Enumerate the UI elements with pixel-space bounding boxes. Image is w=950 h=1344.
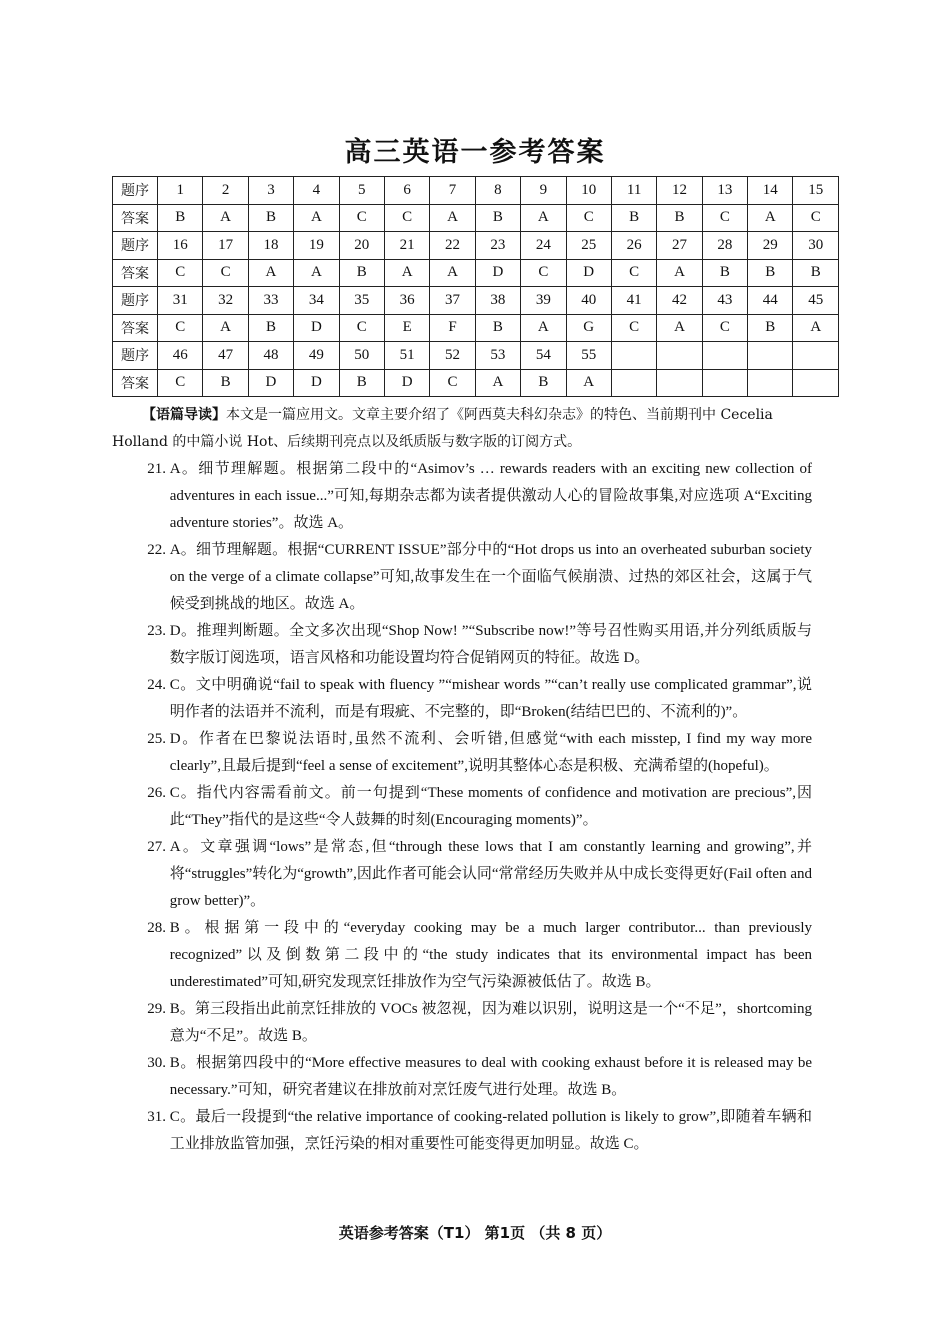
table-row (113, 177, 839, 205)
row-label: 题序 (113, 232, 158, 260)
table-cell: 29 (748, 232, 793, 260)
table-cell: B (702, 259, 747, 287)
table-cell: B (657, 204, 702, 232)
table-cell: 9 (521, 177, 566, 205)
table-cell: 13 (702, 177, 747, 205)
table-cell: 24 (521, 232, 566, 260)
answer-explanation (112, 1104, 812, 1158)
table-cell (748, 369, 793, 397)
table-cell: 32 (203, 287, 248, 315)
answer-explanation (112, 456, 812, 537)
table-row (113, 369, 839, 397)
table-cell: 14 (748, 177, 793, 205)
table-cell: A (566, 369, 611, 397)
table-cell: 15 (793, 177, 839, 205)
table-cell: A (430, 259, 475, 287)
row-label: 答案 (113, 204, 158, 232)
table-cell: B (339, 259, 384, 287)
table-cell: 48 (248, 342, 293, 370)
table-cell (748, 342, 793, 370)
table-cell: C (158, 259, 203, 287)
question-number: 26. (147, 785, 166, 801)
table-cell: B (611, 204, 656, 232)
question-number: 31. (147, 1109, 166, 1125)
table-cell: 20 (339, 232, 384, 260)
table-cell: 51 (384, 342, 429, 370)
table-row (113, 342, 839, 370)
table-cell: C (702, 204, 747, 232)
table-row (113, 314, 839, 342)
answer-explanation (112, 537, 812, 618)
question-number: 28. (147, 920, 166, 936)
question-number: 30. (147, 1055, 166, 1071)
explanation-text: C。文中明确说“fail to speak with fluency ”“mishear words ”“can’t really use complicated grammar”,说明作者的法语并不流利，而是有瑕疵、不完整的，即“Broken(结结巴巴的、不流利的)”。 (169, 677, 812, 720)
explanation-text: A。文章强调“lows”是常态,但“through these lows that I am constantly learning and growing”,并将“struggles”转化为“growth”,因此作者可能会认同“常常经历失败并从中成长变得更好(Fail often and grow better)”。 (169, 839, 812, 909)
table-cell: 1 (158, 177, 203, 205)
table-cell: C (339, 204, 384, 232)
table-cell: A (203, 314, 248, 342)
table-cell: 54 (521, 342, 566, 370)
question-number: 27. (147, 839, 166, 855)
table-cell (702, 342, 747, 370)
table-cell (793, 342, 839, 370)
table-cell: D (248, 369, 293, 397)
answer-explanation (112, 780, 812, 834)
table-cell: B (521, 369, 566, 397)
table-cell: D (566, 259, 611, 287)
table-cell: 52 (430, 342, 475, 370)
answer-explanation (112, 1050, 812, 1104)
table-cell: 31 (158, 287, 203, 315)
table-cell: 11 (611, 177, 656, 205)
question-number: 25. (147, 731, 166, 747)
table-row (113, 287, 839, 315)
table-cell: C (158, 314, 203, 342)
table-cell: 39 (521, 287, 566, 315)
table-cell (611, 369, 656, 397)
explanation-text: C。指代内容需看前文。前一句提到“These moments of confidence and motivation are precious”,因此“They”指代的是这些“令人鼓舞的时刻(Encouraging moments)”。 (169, 785, 812, 828)
page-title: 高三英语一参考答案 (344, 137, 606, 168)
table-cell: C (702, 314, 747, 342)
table-cell (611, 342, 656, 370)
table-cell: 28 (702, 232, 747, 260)
table-cell: 3 (248, 177, 293, 205)
table-cell: 25 (566, 232, 611, 260)
question-number: 23. (147, 623, 166, 639)
row-label: 答案 (113, 259, 158, 287)
table-cell: 55 (566, 342, 611, 370)
table-cell: A (521, 204, 566, 232)
table-cell: B (248, 204, 293, 232)
table-cell: A (521, 314, 566, 342)
table-cell (657, 342, 702, 370)
question-number: 21. (147, 461, 166, 477)
table-cell (702, 369, 747, 397)
table-cell: C (339, 314, 384, 342)
table-cell: 46 (158, 342, 203, 370)
table-row (113, 259, 839, 287)
table-cell: A (657, 314, 702, 342)
table-cell: 17 (203, 232, 248, 260)
table-cell: 2 (203, 177, 248, 205)
table-cell: 45 (793, 287, 839, 315)
table-cell: A (748, 204, 793, 232)
table-cell: D (475, 259, 520, 287)
table-cell: A (430, 204, 475, 232)
table-cell: 43 (702, 287, 747, 315)
passage-guide (112, 402, 812, 456)
table-cell: 35 (339, 287, 384, 315)
explanation-text: B。第三段指出此前烹饪排放的 VOCs 被忽视，因为难以识别，说明这是一个“不足”，shortcoming 意为“不足”。故选 B。 (169, 1001, 812, 1044)
table-cell: A (657, 259, 702, 287)
table-cell: 5 (339, 177, 384, 205)
table-cell: D (294, 369, 339, 397)
table-cell: 42 (657, 287, 702, 315)
answer-explanation (112, 672, 812, 726)
table-cell: C (793, 204, 839, 232)
table-cell: 19 (294, 232, 339, 260)
explanation-text: A。细节理解题。根据“CURRENT ISSUE”部分中的“Hot drops us into an overheated suburban society on the verge of a climate collapse”可知,故事发生在一个面临气候崩溃、过热的郊区社会，这属于气候受到挑战的地区。故选 A。 (169, 542, 812, 612)
table-cell: 49 (294, 342, 339, 370)
table-cell: B (475, 314, 520, 342)
table-cell: B (203, 369, 248, 397)
table-cell: B (748, 259, 793, 287)
table-cell: C (611, 314, 656, 342)
explanation-section (112, 402, 812, 1158)
guide-tag: 【语篇导读】 (142, 407, 226, 423)
table-row (113, 204, 839, 232)
table-cell: 23 (475, 232, 520, 260)
row-label: 题序 (113, 177, 158, 205)
table-cell: B (748, 314, 793, 342)
table-cell: A (294, 204, 339, 232)
explanation-text: C。最后一段提到“the relative importance of cooking-related pollution is likely to grow”,即随着车辆和工业排放监管加强，烹饪污染的相对重要性可能变得更加明显。故选 C。 (169, 1109, 812, 1152)
table-cell (657, 369, 702, 397)
table-cell: 40 (566, 287, 611, 315)
table-cell: 21 (384, 232, 429, 260)
table-cell: 50 (339, 342, 384, 370)
table-cell: B (248, 314, 293, 342)
table-cell: A (475, 369, 520, 397)
answer-table (112, 176, 839, 397)
table-cell: 36 (384, 287, 429, 315)
table-cell: 38 (475, 287, 520, 315)
table-cell: F (430, 314, 475, 342)
table-cell: 33 (248, 287, 293, 315)
table-cell: D (384, 369, 429, 397)
row-label: 题序 (113, 287, 158, 315)
table-cell: 30 (793, 232, 839, 260)
table-cell: 26 (611, 232, 656, 260)
table-cell: B (793, 259, 839, 287)
answer-explanation (112, 915, 812, 996)
explanation-text: B。根据第四段中的“More effective measures to deal with cooking exhaust before it is released may be necessary.”可知，研究者建议在排放前对烹饪废气进行处理。故选 B。 (169, 1055, 812, 1098)
table-cell: E (384, 314, 429, 342)
question-number: 24. (147, 677, 166, 693)
table-cell: 53 (475, 342, 520, 370)
table-cell: D (294, 314, 339, 342)
row-label: 答案 (113, 369, 158, 397)
table-cell: C (203, 259, 248, 287)
table-cell: 12 (657, 177, 702, 205)
table-cell: B (158, 204, 203, 232)
guide-text: 本文是一篇应用文。文章主要介绍了《阿西莫夫科幻杂志》的特色、当前期刊中 Cecelia Holland 的中篇小说 Hot、后续期刊亮点以及纸质版与数字版的订阅方式。 (112, 407, 773, 450)
table-cell: 37 (430, 287, 475, 315)
table-cell: A (294, 259, 339, 287)
page-footer: 英语参考答案（T1） 第1页 （共 8 页） (338, 1224, 612, 1242)
question-number: 29. (147, 1001, 166, 1017)
table-cell: A (384, 259, 429, 287)
table-cell: A (203, 204, 248, 232)
table-cell: B (339, 369, 384, 397)
table-cell: 7 (430, 177, 475, 205)
table-cell (793, 369, 839, 397)
answer-explanation (112, 726, 812, 780)
explanation-text: B。根据第一段中的“everyday cooking may be a much larger contributor... than previously recognized”以及倒数第二段中的“the study indicates that its environmental impact has been underestimated”可知,研究发现烹饪排放作为空气污染源被低估了。故选 B。 (169, 920, 812, 990)
table-cell: C (521, 259, 566, 287)
table-cell: 8 (475, 177, 520, 205)
explanation-text: A。细节理解题。根据第二段中的“Asimov’s … rewards readers with an exciting new collection of adventures in each issue...”可知,每期杂志都为读者提供激动人心的冒险故事集,对应选项 A“Exciting adventure stories”。故选 A。 (169, 461, 812, 531)
table-cell: A (248, 259, 293, 287)
table-cell: 4 (294, 177, 339, 205)
explanation-text: D。作者在巴黎说法语时,虽然不流利、会听错,但感觉“with each misstep, I find my way more clearly”,且最后提到“feel a sense of excitement”,说明其整体心态是积极、充满希望的(hopeful)。 (169, 731, 812, 774)
question-number: 22. (147, 542, 166, 558)
row-label: 题序 (113, 342, 158, 370)
table-cell: 44 (748, 287, 793, 315)
table-cell: C (566, 204, 611, 232)
table-cell: C (158, 369, 203, 397)
table-cell: 34 (294, 287, 339, 315)
table-row (113, 232, 839, 260)
table-cell: 6 (384, 177, 429, 205)
table-cell: 10 (566, 177, 611, 205)
table-cell: 47 (203, 342, 248, 370)
explanation-text: D。推理判断题。全文多次出现“Shop Now! ”“Subscribe now!”等号召性购买用语,并分列纸质版与数字版订阅选项，语言风格和功能设置均符合促销网页的特征。故选 D。 (169, 623, 812, 666)
table-cell: 22 (430, 232, 475, 260)
table-cell: 16 (158, 232, 203, 260)
table-cell: G (566, 314, 611, 342)
table-cell: 27 (657, 232, 702, 260)
answer-explanation (112, 834, 812, 915)
answer-explanation (112, 618, 812, 672)
table-cell: 18 (248, 232, 293, 260)
table-cell: 41 (611, 287, 656, 315)
table-cell: C (611, 259, 656, 287)
table-cell: B (475, 204, 520, 232)
table-cell: A (793, 314, 839, 342)
table-cell: C (430, 369, 475, 397)
answer-explanation (112, 996, 812, 1050)
table-cell: C (384, 204, 429, 232)
row-label: 答案 (113, 314, 158, 342)
